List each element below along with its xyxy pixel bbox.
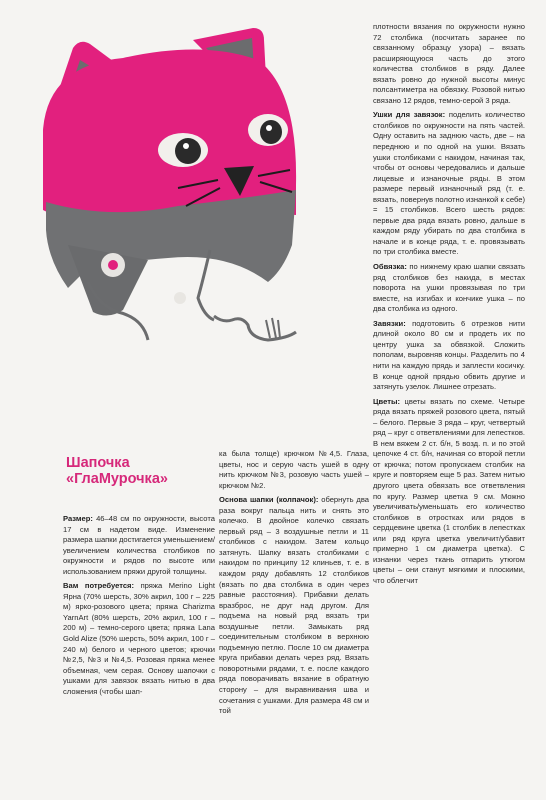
hat-photo <box>28 20 328 350</box>
title-line-1: Шапочка <box>66 455 130 471</box>
ears-text: поделить количество столбиков по окружности на пять частей. Одну оставить на заднюю часть, две – на переднюю и по одной на ушки. Вязать ушки столбиками с накидом, начиная так, чтобы от основы чередовались и дальше лицевые и изнаночные ряды. В этом размере первый изнаночный ряд (т. е. вязать, повернув полотно изнанкой к себе) = 15 столбиков. Всего шесть рядов: первые два ряда вязать ровно, дальше в каждом ряду убирать по два столбика в начале и в конце ряда, т. е. провязывать по три столбика вместе. <box>373 110 525 257</box>
left-column <box>63 514 215 701</box>
materials-text: пряжа Merino Light Ярна (70% шерсть, 30% акрил, 100 г – 225 м) ярко-розового цвета; пряжа Charizma YarnArt (80% шерсть, 20% акрил, 100 г – 200 м) – темно-серого цвета; пряжа Lana Gold Alize (50% шерсть, 50% акрил, 100 г – 240 м) белого и черного цветов; крючки №2,5, №3 и №4,5. Розовая пряжа менее объемная, чем серая. Основу шапочки с ушками для завязок вязать нитью в два сложения (чтобы шап- <box>63 581 215 696</box>
size-label: Размер: <box>63 514 93 523</box>
size-text: 46–48 см по окружности, высота 17 см в надетом виде. Изменение размера шапки достигается уменьшением/увеличением количества столбиков по окружности и рядов по высоте или использованием пряжи другой толщины. <box>63 514 215 576</box>
right-column <box>373 22 525 590</box>
ears-label: Ушки для завязок: <box>373 110 446 120</box>
edging-label: Обвязка: <box>373 262 407 272</box>
ties-text: подготовить 6 отрезков нити длиной около 80 см и продеть их по центру ушка за обвязкой. Сложить пополам, выровняв концы. Разделить по 4 нити на каждую прядь и заплести косичку. В конце одной прядью обвить другие и затянуть узелок. Лишнее отрезать. <box>373 318 525 392</box>
base-label: Основа шапки (колпачок): <box>219 495 319 505</box>
right-continuation: плотности вязания по окружности нужно 72 столбика (посчитать заранее по связанному образцу узора) – вязать расширяющуюся часть до этого количества столбиков в ряду. Далее вязать ровно до нужной высоты минус полсантиметра на обвязку. Розовой нитью связано 12 рядов, темно-серой 3 ряда. <box>373 22 525 105</box>
edging-text: по нижнему краю шапки связать ряд столбиков без накида, в местах поворота на ушки провязывая по три вместе, на изгибах и кончике ушка – по два столбика из одного. <box>373 262 525 314</box>
base-text: обернуть два раза вокруг пальца нить и снять это колечко. В двойное колечко связать первый ряд – 3 воздушные петли и 11 столбиков с накидом. Затем кольцо затянуть. Шапку вязать столбиками с накидом по принципу 12 клиньев, т. е. в каждом ряду добавлять 12 столбиков (вязать по два столбика в один через равные расстояния). Прибавки делать вразброс, не друг над другом. Для подъема на новый ряд вязать три воздушные петли. Замыкать ряд соединительным столбиком в верхнюю подъемную петлю. После 10 см диаметра круга прибавки делать через ряд. Вязать поворотными рядами, т. е. после каждого ряда поворачивать вязание в обратную сторону – для выравнивания шва и сочетания с ушками. Для размера 48 см и той <box>219 495 369 716</box>
flowers-text: цветы вязать по схеме. Четыре ряда вязать пряжей розового цвета, пятый – белого. Первые 3 ряда – круг, четвертый ряд – круг с ответвлениями для лепестков. В нем вяжем 2 ст. б/н, 5 возд. п. и по этой цепочке 4 ст. б/н, начиная со второй петли от крючка; потом пропускаем столбик на круге и повторяем еще 5 раз. Затем нитью другого цвета обвязать все ответвления по кругу. Размер цветка 9 см. Можно увеличивать/уменьшать его количество столбиков в отростках или рядов в сердцевине цветка (1 столбик в лепестках или ряд круга цветка увеличит/убавит примерно 1 см диаметра цветка). С изнанки через ткань отпарить утюгом цветы – они станут мягкими и плоскими, что облегчит <box>373 396 525 585</box>
materials-label: Вам потребуется: <box>63 581 135 591</box>
title-line-2: «ГлаМурочка» <box>66 471 168 487</box>
flowers-label: Цветы: <box>373 396 400 406</box>
middle-intro: ка была толще) крючком №4,5. Глаза, цветы, нос и серую часть ушей в одну нить крючком №3, розовую часть ушей – крючком №2. <box>219 449 369 490</box>
middle-column <box>219 449 369 721</box>
page-title <box>66 455 216 487</box>
ties-label: Завязки: <box>373 318 406 328</box>
